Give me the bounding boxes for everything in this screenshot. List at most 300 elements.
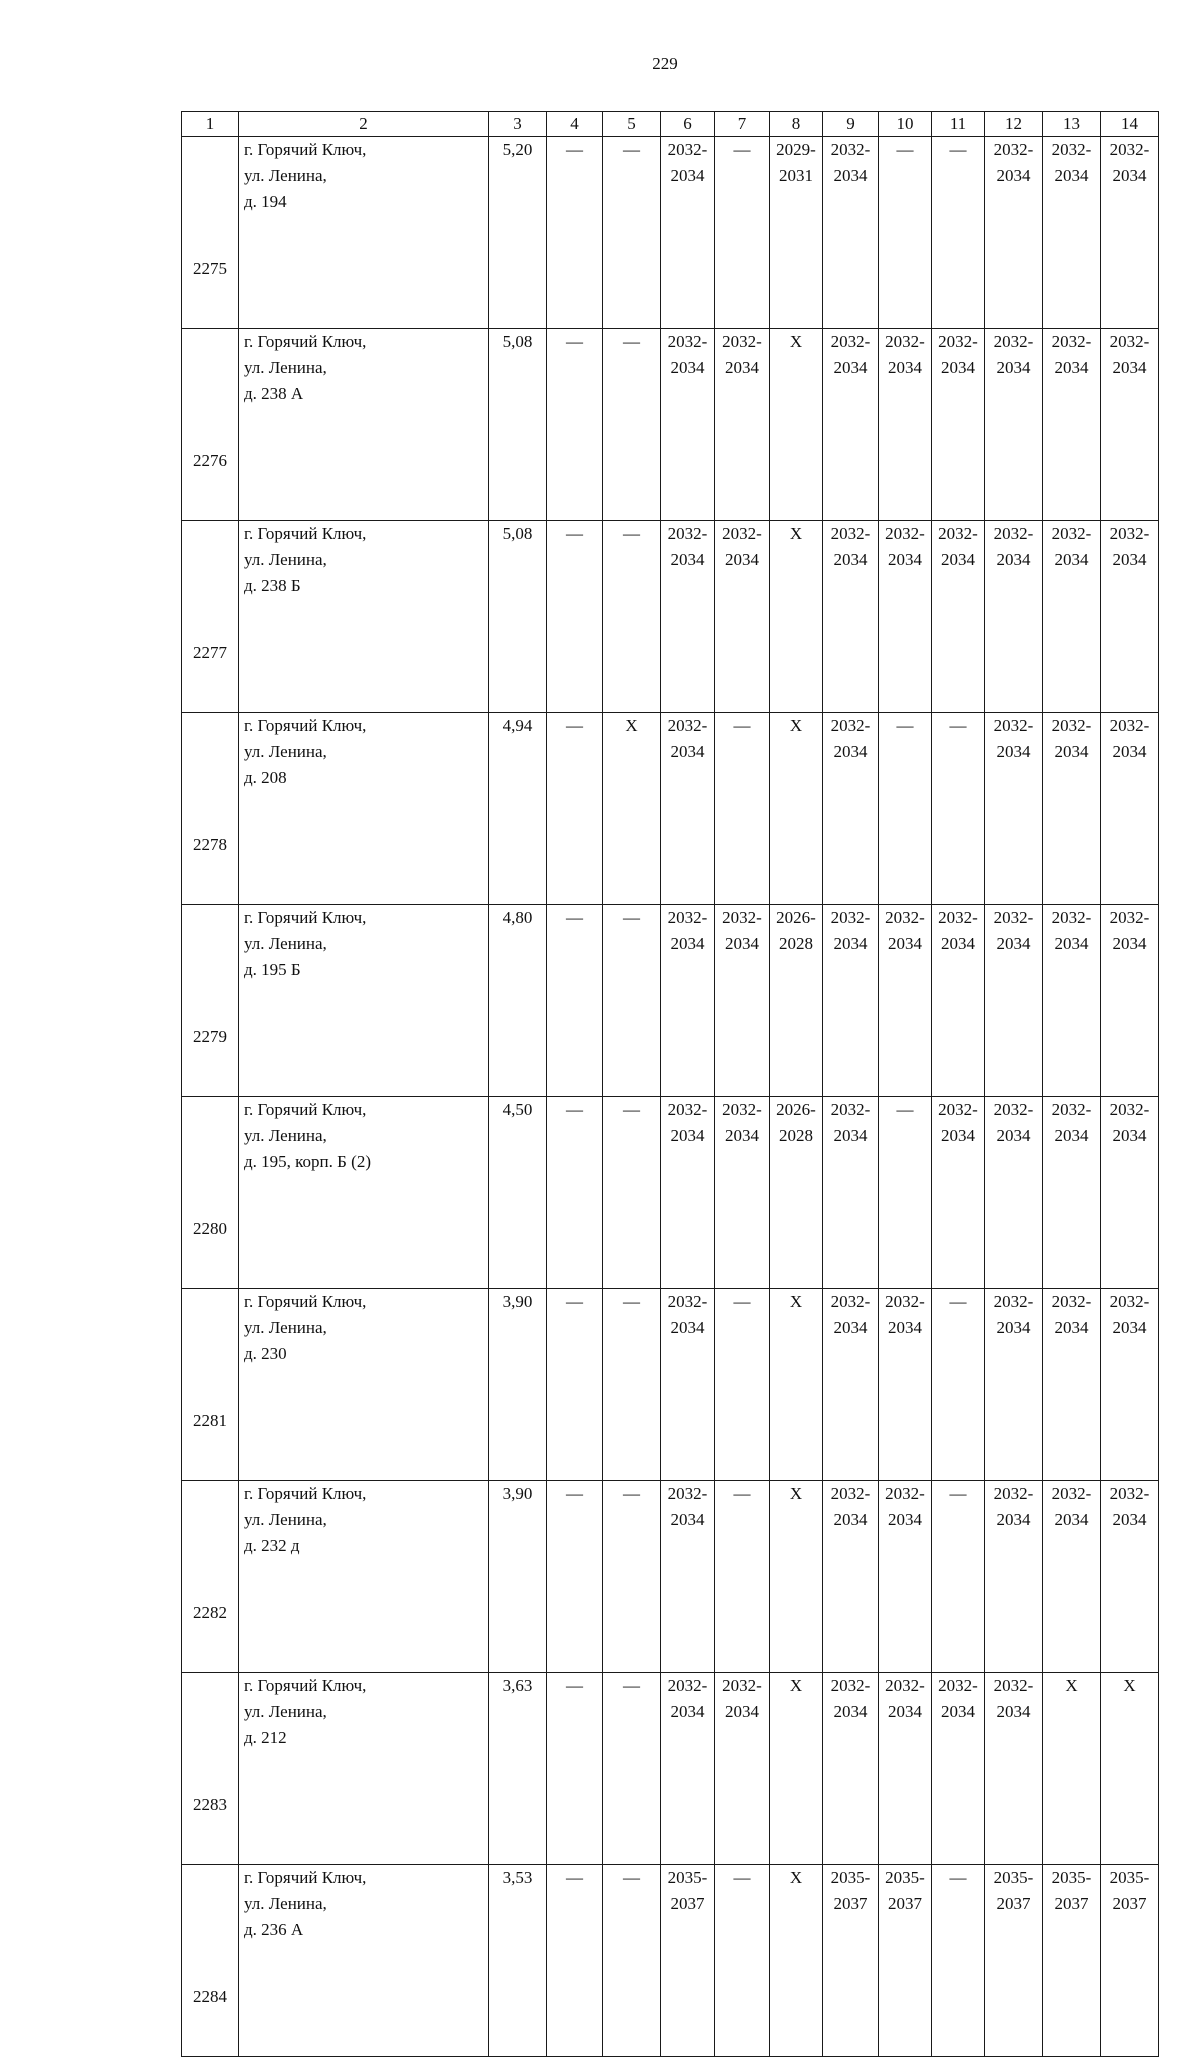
schedule-cell-col-9	[823, 1673, 879, 1865]
column-number-13: 13	[1043, 112, 1101, 137]
schedule-value: 2032-	[1051, 140, 1092, 159]
schedule-value: —	[623, 332, 640, 351]
schedule-value: —	[566, 1484, 583, 1503]
schedule-value: 2034	[670, 1318, 705, 1337]
schedule-value: 2037	[833, 1894, 868, 1913]
table-row	[182, 1097, 1159, 1289]
schedule-value: 2032-	[667, 524, 708, 543]
schedule-cell-col-14	[1101, 905, 1159, 1097]
schedule-cell-col-8	[770, 713, 823, 905]
schedule-value: 2034	[1054, 934, 1089, 953]
schedule-value: —	[949, 1868, 967, 1887]
schedule-value: 2034	[1054, 358, 1089, 377]
schedule-cell-col-13	[1043, 521, 1101, 713]
schedule-value: 2032-	[993, 140, 1034, 159]
table-row	[182, 1481, 1159, 1673]
schedule-value: 2035-	[1051, 1868, 1092, 1887]
schedule-value: —	[623, 908, 640, 927]
address-line: г. Горячий Ключ,	[244, 908, 367, 927]
schedule-value: —	[949, 716, 967, 735]
schedule-value: 2037	[670, 1894, 705, 1913]
schedule-value: 2032-	[667, 1484, 708, 1503]
schedule-value: 2034	[888, 358, 922, 377]
schedule-value: 2034	[941, 1126, 975, 1145]
address-line: ул. Ленина,	[244, 1894, 327, 1913]
schedule-value: 2037	[1054, 1894, 1089, 1913]
schedule-cell-col-10	[879, 329, 932, 521]
schedule-cell-col-9	[823, 1481, 879, 1673]
schedule-value: 2035-	[830, 1868, 871, 1887]
schedule-cell-col-7	[715, 329, 770, 521]
schedule-value: 2032-	[830, 1100, 871, 1119]
schedule-value: 2034	[833, 1126, 868, 1145]
schedule-value: 2034	[1112, 550, 1147, 569]
schedule-cell-col-14	[1101, 1289, 1159, 1481]
schedule-value: 2032-	[993, 1676, 1034, 1695]
address-line: д. 238 А	[244, 384, 304, 403]
schedule-cell-col-6	[661, 137, 715, 329]
schedule-value: —	[733, 1868, 751, 1887]
schedule-value: 2034	[1112, 934, 1147, 953]
schedule-cell-col-12	[985, 905, 1043, 1097]
schedule-cell-col-13	[1043, 1673, 1101, 1865]
area-cell: 3,90	[489, 1481, 547, 1673]
schedule-cell-col-6	[661, 1097, 715, 1289]
schedule-value: 2032-	[993, 332, 1034, 351]
schedule-cell-col-12	[985, 329, 1043, 521]
schedule-value: 2034	[833, 1510, 868, 1529]
schedule-cell-col-9	[823, 1289, 879, 1481]
row-number-cell: 2275	[182, 137, 239, 329]
row-number-cell: 2280	[182, 1097, 239, 1289]
schedule-cell-col-9	[823, 713, 879, 905]
schedule-value: —	[566, 140, 583, 159]
schedule-value: 2034	[1112, 358, 1147, 377]
schedule-value: 2034	[996, 358, 1031, 377]
address-line: г. Горячий Ключ,	[244, 332, 367, 351]
schedule-cell-col-10	[879, 1097, 932, 1289]
schedule-value: 2032-	[667, 1676, 708, 1695]
schedule-cell-col-12	[985, 1673, 1043, 1865]
schedule-value: 2034	[996, 1702, 1031, 1721]
schedule-cell-col-14	[1101, 1673, 1159, 1865]
schedule-value: —	[733, 716, 751, 735]
schedule-value: 2034	[996, 1318, 1031, 1337]
schedule-value: 2034	[670, 1126, 705, 1145]
schedule-cell-col-5	[603, 1481, 661, 1673]
schedule-cell-col-6	[661, 1673, 715, 1865]
schedule-value: 2032-	[1109, 332, 1150, 351]
schedule-value: 2032-	[938, 332, 978, 351]
schedule-value: 2034	[833, 166, 868, 185]
schedule-value: 2032-	[993, 1484, 1034, 1503]
schedule-value: —	[566, 1100, 583, 1119]
table-row	[182, 329, 1159, 521]
schedule-value: 2034	[888, 1702, 922, 1721]
schedule-cell-col-5	[603, 1289, 661, 1481]
schedule-cell-col-6	[661, 329, 715, 521]
table-row	[182, 521, 1159, 713]
schedule-value: 2032-	[938, 1676, 978, 1695]
schedule-value: 2032-	[667, 332, 708, 351]
schedule-value: 2035-	[667, 1868, 708, 1887]
schedule-value: 2032-	[722, 524, 762, 543]
address-line: г. Горячий Ключ,	[244, 524, 367, 543]
schedule-cell-col-13	[1043, 1865, 1101, 2057]
schedule-value: 2032-	[885, 332, 925, 351]
schedule-cell-col-7	[715, 1097, 770, 1289]
schedule-value: —	[949, 140, 967, 159]
schedule-value: 2032-	[830, 332, 871, 351]
column-number-14: 14	[1101, 112, 1159, 137]
schedule-value: 2032-	[722, 1676, 762, 1695]
schedule-cell-col-13	[1043, 1097, 1101, 1289]
column-number-4: 4	[547, 112, 603, 137]
schedule-value: 2032-	[667, 908, 708, 927]
schedule-value: 2032-	[1051, 908, 1092, 927]
schedule-cell-col-5	[603, 1865, 661, 2057]
schedule-value: 2034	[670, 550, 705, 569]
schedule-value: 2034	[833, 1318, 868, 1337]
schedule-value: 2034	[1054, 1126, 1089, 1145]
schedule-cell-col-14	[1101, 329, 1159, 521]
schedule-cell-col-6	[661, 1865, 715, 2057]
address-line: ул. Ленина,	[244, 1318, 327, 1337]
schedule-cell-col-4	[547, 1673, 603, 1865]
schedule-value: Х	[789, 1292, 803, 1311]
schedule-cell-col-13	[1043, 329, 1101, 521]
address-cell	[239, 1097, 489, 1289]
schedule-value: 2034	[888, 1318, 922, 1337]
schedule-cell-col-7	[715, 713, 770, 905]
schedule-cell-col-8	[770, 1865, 823, 2057]
schedule-cell-col-11	[932, 521, 985, 713]
schedule-value: 2032-	[830, 1292, 871, 1311]
address-cell	[239, 329, 489, 521]
schedule-value: 2034	[1112, 742, 1147, 761]
schedule-cell-col-14	[1101, 521, 1159, 713]
schedule-value: —	[733, 1292, 751, 1311]
schedule-cell-col-8	[770, 905, 823, 1097]
schedule-value: 2032-	[830, 716, 871, 735]
schedule-cell-col-6	[661, 713, 715, 905]
address-cell	[239, 1481, 489, 1673]
schedule-value: —	[733, 1484, 751, 1503]
schedule-cell-col-10	[879, 521, 932, 713]
address-line: ул. Ленина,	[244, 1126, 327, 1145]
schedule-value: 2034	[725, 550, 759, 569]
column-number-12: 12	[985, 112, 1043, 137]
schedule-value: 2034	[725, 358, 759, 377]
row-number-cell: 2283	[182, 1673, 239, 1865]
address-cell	[239, 521, 489, 713]
schedule-value: 2032-	[1109, 524, 1150, 543]
address-cell	[239, 1289, 489, 1481]
schedule-value: 2032-	[1109, 1100, 1150, 1119]
row-number-cell: 2281	[182, 1289, 239, 1481]
schedule-value: 2032-	[1051, 524, 1092, 543]
schedule-cell-col-4	[547, 329, 603, 521]
schedule-value: 2034	[725, 934, 759, 953]
schedule-cell-col-13	[1043, 1289, 1101, 1481]
schedule-value: 2037	[996, 1894, 1031, 1913]
address-line: ул. Ленина,	[244, 550, 327, 569]
address-line: ул. Ленина,	[244, 742, 327, 761]
schedule-cell-col-11	[932, 137, 985, 329]
schedule-value: 2032-	[1051, 716, 1092, 735]
schedule-cell-col-9	[823, 905, 879, 1097]
schedule-value: 2034	[670, 742, 705, 761]
schedule-value: 2034	[888, 1510, 922, 1529]
schedule-value: Х	[625, 716, 638, 735]
schedule-cell-col-12	[985, 521, 1043, 713]
schedule-cell-col-8	[770, 329, 823, 521]
schedule-value: 2032-	[1051, 1100, 1092, 1119]
schedule-cell-col-7	[715, 1865, 770, 2057]
address-line: г. Горячий Ключ,	[244, 140, 367, 159]
schedule-cell-col-10	[879, 1673, 932, 1865]
schedule-cell-col-11	[932, 1097, 985, 1289]
schedule-value: —	[623, 1292, 640, 1311]
table-body	[182, 112, 1159, 2057]
schedule-value: —	[623, 140, 640, 159]
schedule-value: 2034	[941, 1702, 975, 1721]
schedule-value: 2034	[833, 1702, 868, 1721]
schedule-value: Х	[789, 524, 803, 543]
schedule-value: —	[623, 1484, 640, 1503]
column-number-6: 6	[661, 112, 715, 137]
schedule-value: 2032-	[993, 1100, 1034, 1119]
address-line: г. Горячий Ключ,	[244, 1868, 367, 1887]
schedule-cell-col-14	[1101, 137, 1159, 329]
schedule-cell-col-4	[547, 1289, 603, 1481]
schedule-value: 2034	[670, 166, 705, 185]
schedule-cell-col-11	[932, 1673, 985, 1865]
schedule-value: 2034	[1054, 550, 1089, 569]
schedule-cell-col-5	[603, 521, 661, 713]
schedule-cell-col-11	[932, 1289, 985, 1481]
schedule-value: 2034	[941, 358, 975, 377]
schedule-value: 2032-	[993, 524, 1034, 543]
schedule-value: 2032-	[885, 1676, 925, 1695]
schedule-value: 2034	[833, 934, 868, 953]
schedule-value: Х	[1123, 1676, 1136, 1695]
schedule-value: 2035-	[1109, 1868, 1150, 1887]
schedule-value: —	[623, 524, 640, 543]
address-line: г. Горячий Ключ,	[244, 1484, 367, 1503]
schedule-cell-col-13	[1043, 713, 1101, 905]
schedule-cell-col-11	[932, 905, 985, 1097]
area-cell: 3,63	[489, 1673, 547, 1865]
schedule-value: —	[566, 908, 583, 927]
schedule-value: 2032-	[722, 908, 762, 927]
address-line: д. 195, корп. Б (2)	[244, 1152, 371, 1171]
schedule-value: 2032-	[885, 1484, 925, 1503]
schedule-value: 2034	[1054, 1318, 1089, 1337]
schedule-cell-col-13	[1043, 1481, 1101, 1673]
schedule-value: Х	[1065, 1676, 1078, 1695]
schedule-cell-col-14	[1101, 1865, 1159, 2057]
schedule-cell-col-6	[661, 905, 715, 1097]
schedule-value: 2034	[1112, 1126, 1147, 1145]
row-number-cell: 2276	[182, 329, 239, 521]
schedule-cell-col-10	[879, 905, 932, 1097]
schedule-value: —	[623, 1868, 640, 1887]
schedule-cell-col-5	[603, 713, 661, 905]
schedule-cell-col-11	[932, 1481, 985, 1673]
schedule-value: 2037	[1112, 1894, 1147, 1913]
schedule-value: 2034	[888, 934, 922, 953]
schedule-value: 2032-	[667, 1100, 708, 1119]
column-number-row	[182, 112, 1159, 137]
schedule-value: 2032-	[830, 1676, 871, 1695]
schedule-value: 2032-	[667, 716, 708, 735]
address-line: д. 212	[244, 1728, 287, 1747]
schedule-value: Х	[789, 1868, 803, 1887]
column-number-3: 3	[489, 112, 547, 137]
schedule-value: —	[566, 1868, 583, 1887]
schedule-cell-col-9	[823, 521, 879, 713]
schedule-cell-col-12	[985, 713, 1043, 905]
schedule-value: 2032-	[938, 1100, 978, 1119]
column-number-2: 2	[239, 112, 489, 137]
schedule-value: 2034	[996, 1510, 1031, 1529]
schedule-cell-col-10	[879, 1481, 932, 1673]
schedule-value: 2032-	[885, 524, 925, 543]
schedule-cell-col-12	[985, 1097, 1043, 1289]
schedule-value: 2026-	[776, 1100, 816, 1119]
schedule-cell-col-8	[770, 521, 823, 713]
schedule-value: —	[949, 1484, 967, 1503]
schedule-cell-col-12	[985, 137, 1043, 329]
schedule-cell-col-7	[715, 905, 770, 1097]
schedule-value: Х	[789, 1484, 803, 1503]
schedule-cell-col-8	[770, 1673, 823, 1865]
column-number-7: 7	[715, 112, 770, 137]
schedule-cell-col-7	[715, 137, 770, 329]
schedule-value: —	[566, 716, 583, 735]
schedule-value: 2037	[888, 1894, 922, 1913]
schedule-value: 2032-	[1109, 908, 1150, 927]
schedule-cell-col-10	[879, 137, 932, 329]
address-line: д. 232 д	[244, 1536, 300, 1555]
schedule-value: —	[896, 140, 914, 159]
schedule-cell-col-13	[1043, 137, 1101, 329]
schedule-value: 2034	[941, 550, 975, 569]
address-line: д. 208	[244, 768, 287, 787]
area-cell: 5,20	[489, 137, 547, 329]
schedule-value: —	[566, 524, 583, 543]
schedule-cell-col-4	[547, 1097, 603, 1289]
schedule-cell-col-5	[603, 1673, 661, 1865]
schedule-value: 2034	[725, 1702, 759, 1721]
row-number-cell: 2278	[182, 713, 239, 905]
schedule-cell-col-12	[985, 1481, 1043, 1673]
schedule-value: 2034	[1112, 1318, 1147, 1337]
schedule-value: 2034	[996, 742, 1031, 761]
schedule-value: 2032-	[667, 1292, 708, 1311]
schedule-value: 2034	[1054, 742, 1089, 761]
schedule-value: 2032-	[830, 908, 871, 927]
schedule-cell-col-5	[603, 137, 661, 329]
schedule-value: 2032-	[885, 908, 925, 927]
address-cell	[239, 1865, 489, 2057]
address-line: ул. Ленина,	[244, 166, 327, 185]
area-cell: 3,53	[489, 1865, 547, 2057]
schedule-cell-col-9	[823, 1865, 879, 2057]
area-cell: 3,90	[489, 1289, 547, 1481]
schedule-cell-col-6	[661, 1481, 715, 1673]
schedule-value: 2032-	[1051, 1484, 1092, 1503]
table-row	[182, 137, 1159, 329]
page-number: 229	[652, 54, 678, 73]
area-cell: 5,08	[489, 521, 547, 713]
area-cell: 5,08	[489, 329, 547, 521]
schedule-value: —	[896, 1100, 914, 1119]
schedule-value: 2034	[1112, 1510, 1147, 1529]
schedule-value: 2034	[888, 550, 922, 569]
schedule-value: 2032-	[830, 524, 871, 543]
schedule-cell-col-8	[770, 1481, 823, 1673]
schedule-value: Х	[789, 332, 803, 351]
address-line: ул. Ленина,	[244, 1510, 327, 1529]
schedule-cell-col-11	[932, 713, 985, 905]
schedule-cell-col-8	[770, 1097, 823, 1289]
schedule-cell-col-7	[715, 1673, 770, 1865]
schedule-value: 2028	[779, 1126, 813, 1145]
schedule-cell-col-12	[985, 1865, 1043, 2057]
address-line: ул. Ленина,	[244, 934, 327, 953]
repair-schedule-table	[181, 111, 1159, 2057]
schedule-value: —	[566, 332, 583, 351]
schedule-value: 2032-	[885, 1292, 925, 1311]
column-number-9: 9	[823, 112, 879, 137]
schedule-cell-col-13	[1043, 905, 1101, 1097]
schedule-value: 2032-	[938, 908, 978, 927]
schedule-value: 2032-	[1051, 332, 1092, 351]
row-number-cell: 2282	[182, 1481, 239, 1673]
schedule-cell-col-10	[879, 1289, 932, 1481]
schedule-value: 2034	[670, 1702, 705, 1721]
schedule-value: 2032-	[993, 1292, 1034, 1311]
schedule-value: 2031	[779, 166, 813, 185]
schedule-cell-col-7	[715, 1481, 770, 1673]
address-line: г. Горячий Ключ,	[244, 716, 367, 735]
schedule-value: 2032-	[1051, 1292, 1092, 1311]
schedule-cell-col-10	[879, 713, 932, 905]
schedule-cell-col-14	[1101, 1097, 1159, 1289]
schedule-cell-col-9	[823, 329, 879, 521]
schedule-cell-col-9	[823, 1097, 879, 1289]
schedule-value: 2034	[996, 934, 1031, 953]
schedule-cell-col-4	[547, 137, 603, 329]
schedule-cell-col-5	[603, 1097, 661, 1289]
column-number-10: 10	[879, 112, 932, 137]
address-line: д. 195 Б	[244, 960, 301, 979]
schedule-cell-col-8	[770, 1289, 823, 1481]
column-number-11: 11	[932, 112, 985, 137]
schedule-value: 2034	[996, 166, 1031, 185]
schedule-value: —	[566, 1292, 583, 1311]
address-line: г. Горячий Ключ,	[244, 1100, 367, 1119]
schedule-cell-col-4	[547, 905, 603, 1097]
schedule-value: 2034	[1054, 1510, 1089, 1529]
area-cell: 4,50	[489, 1097, 547, 1289]
address-cell	[239, 1673, 489, 1865]
address-cell	[239, 137, 489, 329]
address-line: д. 194	[244, 192, 287, 211]
table-row	[182, 1865, 1159, 2057]
